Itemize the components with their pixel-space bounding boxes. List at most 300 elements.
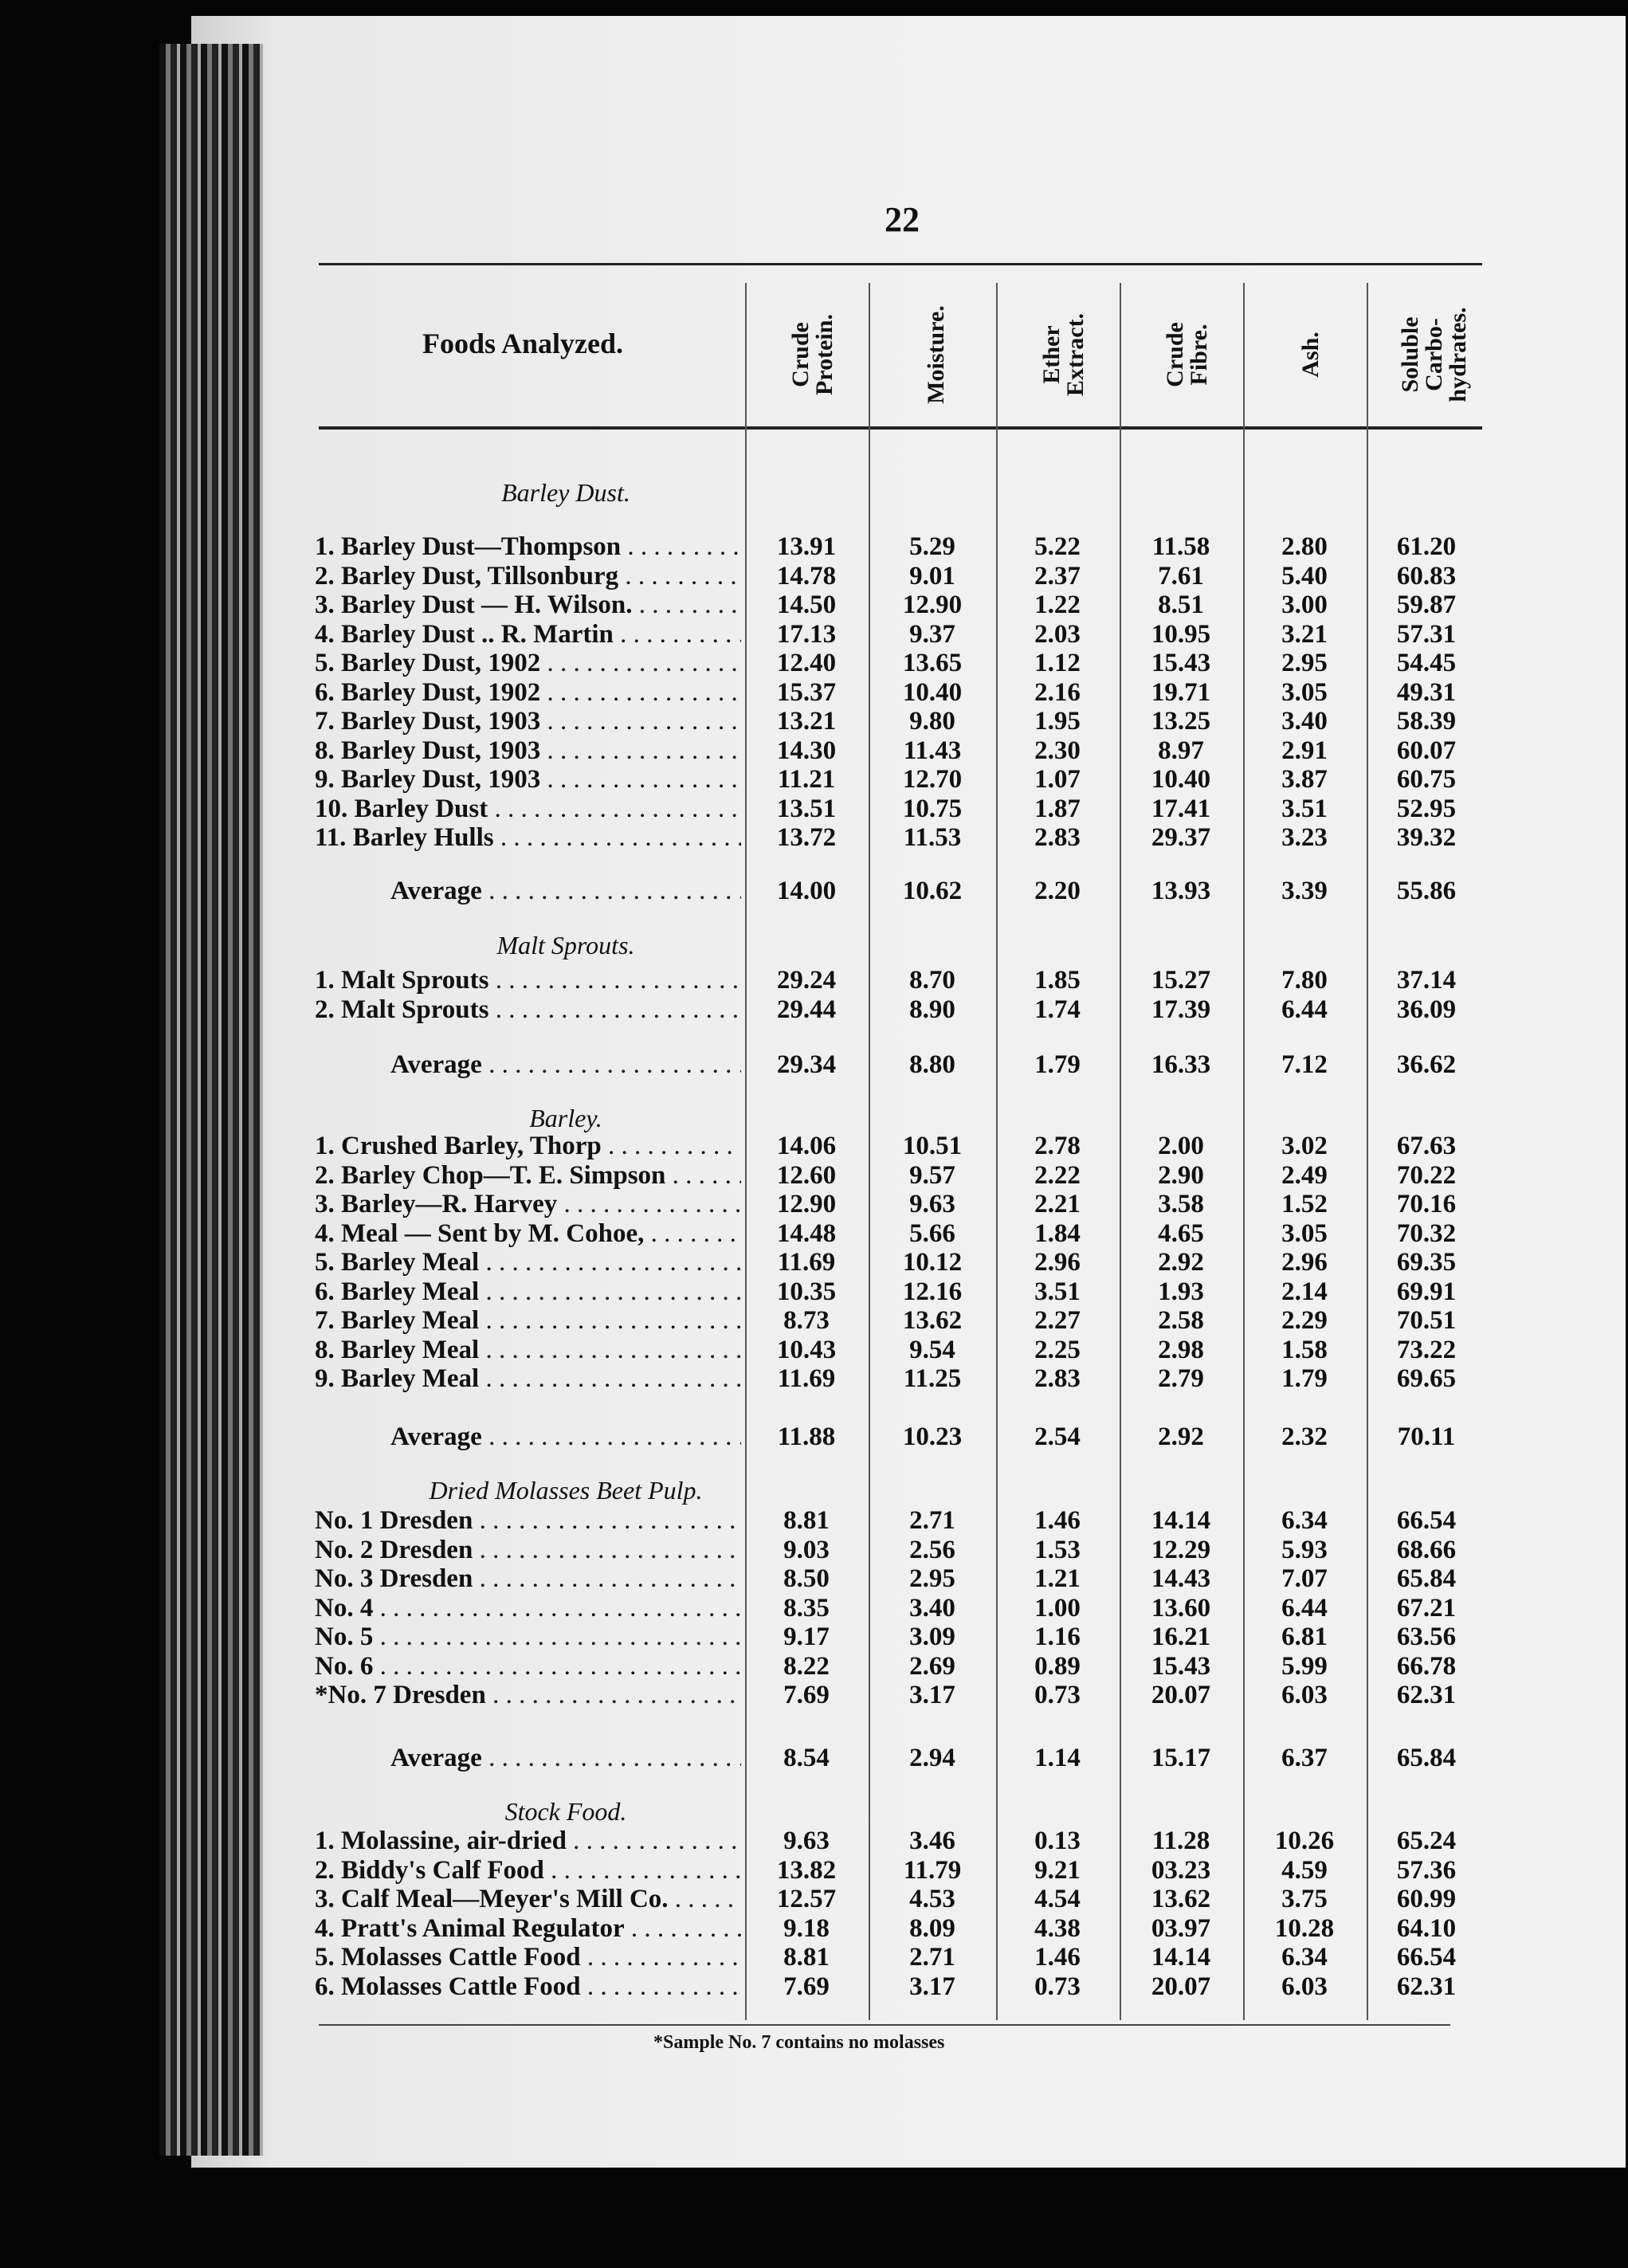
table-cell: 11.69 [777,1248,836,1277]
table-cell: 36.09 [1396,995,1457,1024]
average-row [315,1050,1486,1079]
table-cell: 11.21 [777,765,836,794]
table-cell: 20.07 [1151,1681,1211,1709]
table-cell: 66.54 [1396,1506,1457,1535]
table-cell: 37.14 [1396,966,1457,995]
table-cell: 6.03 [1281,1972,1328,2001]
food-name: No. 3 Dresden . . . [315,1564,741,1594]
average-cell: 29.34 [776,1050,837,1079]
table-cell: 69.35 [1396,1248,1457,1277]
table-cell: 14.14 [1151,1943,1211,1972]
table-cell: 11.43 [903,736,962,765]
average-label: Average . . . [390,1744,741,1773]
table-cell: 1.07 [1034,765,1081,794]
table-row [315,562,1486,591]
table-cell: 1.52 [1281,1190,1328,1218]
table-bottom-rule [319,2024,1450,2026]
average-label: Average . . . [390,877,741,906]
page-number: 22 [885,200,920,239]
table-cell: 2.03 [1034,619,1081,649]
table-cell: 11.79 [903,1855,962,1885]
table-cell: 11.53 [903,823,962,852]
average-cell: 3.39 [1281,877,1328,905]
table-cell: 70.32 [1396,1218,1457,1248]
table-row [315,736,1486,765]
table-cell: 1.85 [1034,966,1081,995]
table-cell: 14.14 [1151,1506,1211,1535]
table-cell: 2.83 [1034,823,1081,852]
average-cell: 65.84 [1396,1744,1457,1772]
table-row [315,1277,1486,1306]
table-cell: 9.80 [909,707,955,736]
table-cell: 2.90 [1158,1160,1204,1190]
table-cell: 1.58 [1281,1335,1328,1364]
table-row [315,1306,1486,1335]
table-cell: 2.83 [1034,1364,1081,1393]
table-header-rule [319,426,1482,430]
table-top-rule [319,263,1482,265]
table-cell: 1.84 [1034,1218,1081,1248]
table-cell: 29.24 [776,966,837,995]
food-name: 1. Malt Sprouts . . . [315,966,741,995]
table-cell: 12.60 [776,1160,837,1190]
table-cell: 4.65 [1158,1218,1204,1248]
food-name: 8. Barley Dust, 1903 . . . [315,736,741,766]
table-row [315,649,1486,677]
table-cell: 1.87 [1034,794,1081,823]
column-header-ash: Ash. [1297,332,1324,378]
table-cell: 59.87 [1396,591,1457,619]
average-cell: 7.12 [1281,1050,1328,1079]
table-cell: 8.81 [783,1943,830,1972]
food-name: 6. Molasses Cattle Food . . . [315,1972,741,2002]
table-row [315,1336,1486,1364]
table-cell: 1.46 [1034,1506,1081,1535]
table-cell: 1.16 [1034,1623,1081,1651]
table-cell: 1.79 [1281,1364,1328,1393]
food-name: 3. Calf Meal—Meyer's Mill Co. . . . [315,1885,741,1914]
average-cell: 55.86 [1396,877,1457,905]
average-cell: 15.17 [1151,1744,1211,1772]
average-row [315,1744,1486,1772]
table-cell: 9.63 [909,1190,955,1218]
food-name: 1. Barley Dust—Thompson . . . [315,532,741,562]
table-cell: 2.22 [1034,1160,1081,1190]
table-cell: 68.66 [1396,1535,1457,1564]
table-row [315,1364,1486,1393]
table-row [315,1132,1486,1160]
food-name: 7. Barley Meal . . . [315,1306,741,1336]
table-cell: 8.51 [1158,591,1204,619]
table-cell: 8.22 [783,1651,830,1681]
table-cell: 2.80 [1281,532,1328,561]
table-cell: 14.48 [776,1218,837,1248]
table-cell: 6.34 [1281,1943,1328,1972]
table-cell: 15.27 [1151,966,1211,995]
table-row [315,823,1486,852]
average-label: Average . . . [390,1050,741,1080]
table-cell: 57.36 [1396,1855,1457,1885]
table-cell: 13.62 [902,1306,963,1335]
table-row [315,707,1486,736]
table-cell: 2.71 [909,1506,955,1535]
table-cell: 64.10 [1396,1913,1457,1943]
table-cell: 03.23 [1151,1855,1211,1885]
column-header-crude-fibre: Crude Fibre. [1162,322,1212,387]
table-cell: 13.51 [776,794,837,823]
table-cell: 8.50 [783,1564,830,1593]
table-row [315,1972,1486,2001]
table-cell: 1.00 [1034,1593,1081,1623]
food-name: 8. Barley Meal . . . [315,1336,741,1365]
table-cell: 10.43 [776,1335,837,1364]
food-name: 3. Barley—R. Harvey . . . [315,1190,741,1219]
average-cell: 14.00 [776,877,837,905]
table-row [315,1914,1486,1943]
table-cell: 8.70 [909,966,955,995]
table-cell: 13.25 [1151,707,1211,736]
average-cell: 13.93 [1151,877,1211,905]
table-cell: 10.75 [902,794,963,823]
table-cell: 12.90 [902,591,963,619]
table-cell: 14.43 [1151,1564,1211,1593]
table-cell: 5.99 [1281,1651,1328,1681]
table-row [315,591,1486,619]
table-cell: 4.38 [1034,1913,1081,1943]
table-cell: 2.00 [1158,1132,1204,1160]
table-cell: 12.57 [776,1885,837,1913]
table-cell: 9.01 [909,561,955,591]
food-name: 6. Barley Dust, 1902 . . . [315,678,741,708]
table-cell: 14.50 [776,591,837,619]
table-cell: 60.07 [1396,736,1457,765]
table-cell: 3.75 [1281,1885,1328,1913]
table-cell: 13.62 [1151,1885,1211,1913]
table-cell: 5.40 [1281,561,1328,591]
table-row [315,1219,1486,1248]
table-row [315,1190,1486,1218]
table-row [315,1623,1486,1651]
table-row [315,1943,1486,1972]
table-cell: 3.17 [909,1681,955,1709]
table-cell: 66.78 [1396,1651,1457,1681]
table-cell: 16.21 [1151,1623,1211,1651]
table-row [315,1681,1486,1709]
table-cell: 7.07 [1281,1564,1328,1593]
food-name: 11. Barley Hulls . . . [315,823,741,853]
table-cell: 70.22 [1396,1160,1457,1190]
table-cell: 4.59 [1281,1855,1328,1885]
table-cell: 3.58 [1158,1190,1204,1218]
table-cell: 12.29 [1151,1535,1211,1564]
table-row [315,1248,1486,1277]
table-cell: 3.05 [1281,1218,1328,1248]
food-name: 4. Pratt's Animal Regulator . . . [315,1914,741,1944]
table-cell: 3.40 [1281,707,1328,736]
table-cell: 10.51 [902,1132,963,1160]
table-cell: 12.16 [902,1277,963,1306]
table-cell: 2.27 [1034,1306,1081,1335]
table-cell: 20.07 [1151,1972,1211,2001]
table-cell: 10.12 [902,1248,963,1277]
table-cell: 6.03 [1281,1681,1328,1709]
table-cell: 9.37 [909,619,955,649]
foods-analyzed-header: Foods Analyzed. [422,328,624,359]
table-cell: 2.21 [1034,1190,1081,1218]
table-cell: 54.45 [1396,649,1457,677]
food-name: No. 5 . . . [315,1623,741,1652]
table-cell: 2.95 [1281,649,1328,677]
table-cell: 2.95 [909,1564,955,1593]
table-cell: 2.78 [1034,1132,1081,1160]
table-cell: 60.99 [1396,1885,1457,1913]
average-cell: 8.80 [909,1050,955,1079]
average-cell: 2.20 [1034,877,1081,905]
table-cell: 9.18 [783,1913,830,1943]
table-cell: 29.37 [1151,823,1211,852]
table-row [315,620,1486,649]
table-cell: 2.16 [1034,677,1081,707]
table-cell: 3.00 [1281,591,1328,619]
table-cell: 2.58 [1158,1306,1204,1335]
table-cell: 5.22 [1034,532,1081,561]
food-name: 2. Malt Sprouts . . . [315,995,741,1025]
table-cell: 1.74 [1034,995,1081,1024]
table-cell: 5.93 [1281,1535,1328,1564]
table-cell: 2.71 [909,1943,955,1972]
table-cell: 9.17 [783,1623,830,1651]
book-binding-edge [159,44,263,2156]
average-cell: 1.79 [1034,1050,1081,1079]
food-name: 5. Barley Meal . . . [315,1248,741,1277]
average-cell: 1.14 [1034,1744,1081,1772]
table-row [315,678,1486,707]
table-row [315,1536,1486,1564]
table-cell: 3.23 [1281,823,1328,852]
table-cell: 10.28 [1274,1913,1335,1943]
table-cell: 1.21 [1034,1564,1081,1593]
average-label: Average . . . [390,1422,741,1452]
table-cell: 65.84 [1396,1564,1457,1593]
food-name: 5. Molasses Cattle Food . . . [315,1943,741,1972]
table-cell: 7.69 [783,1681,830,1709]
table-cell: 1.53 [1034,1535,1081,1564]
food-name: No. 4 . . . [315,1594,741,1623]
table-cell: 3.09 [909,1623,955,1651]
column-header-soluble-carbohydrates: Soluble Carbo- hydrates. [1397,307,1471,402]
table-cell: 13.21 [776,707,837,736]
table-cell: 49.31 [1396,677,1457,707]
table-cell: 2.92 [1158,1248,1204,1277]
column-header-ether-extract: Ether Extract. [1038,312,1089,397]
table-row [315,1652,1486,1681]
table-cell: 9.03 [783,1535,830,1564]
table-cell: 15.43 [1151,1651,1211,1681]
table-cell: 1.93 [1158,1277,1204,1306]
table-cell: 2.49 [1281,1160,1328,1190]
average-cell: 2.54 [1034,1422,1081,1451]
table-row [315,1506,1486,1535]
table-cell: 60.75 [1396,765,1457,794]
table-cell: 11.69 [777,1364,836,1393]
table-cell: 03.97 [1151,1913,1211,1943]
average-cell: 8.54 [783,1744,830,1772]
table-cell: 2.37 [1034,561,1081,591]
table-cell: 11.25 [903,1364,962,1393]
table-cell: 2.96 [1281,1248,1328,1277]
average-row [315,1422,1486,1451]
table-cell: 6.44 [1281,1593,1328,1623]
food-name: 5. Barley Dust, 1902 . . . [315,649,741,678]
table-cell: 14.78 [776,561,837,591]
table-cell: 3.87 [1281,765,1328,794]
table-cell: 12.70 [902,765,963,794]
table-row [315,1885,1486,1913]
table-cell: 70.51 [1396,1306,1457,1335]
average-cell: 11.88 [777,1422,836,1451]
table-row [315,1564,1486,1593]
table-cell: 3.51 [1034,1277,1081,1306]
table-row [315,532,1486,561]
table-row [315,1594,1486,1623]
food-name: 2. Barley Chop—T. E. Simpson . . . [315,1161,741,1191]
food-name: 9. Barley Dust, 1903 . . . [315,765,741,795]
food-name: 2. Barley Dust, Tillsonburg . . . [315,562,741,591]
food-name: 9. Barley Meal . . . [315,1364,741,1394]
footnote: *Sample No. 7 contains no molasses [653,2032,945,2053]
table-cell: 8.09 [909,1913,955,1943]
table-cell: 15.37 [776,677,837,707]
food-name: 1. Molassine, air-dried . . . [315,1827,741,1856]
table-cell: 9.57 [909,1160,955,1190]
table-row [315,765,1486,794]
table-row [315,1856,1486,1885]
table-cell: 69.65 [1396,1364,1457,1393]
column-header-crude-protein: Crude Protein. [787,314,838,395]
table-cell: 6.44 [1281,995,1328,1024]
table-row [315,1161,1486,1190]
table-cell: 62.31 [1396,1681,1457,1709]
table-cell: 13.60 [1151,1593,1211,1623]
table-cell: 6.81 [1281,1623,1328,1651]
table-cell: 17.39 [1151,995,1211,1024]
table-cell: 7.69 [783,1972,830,2001]
food-name: No. 1 Dresden . . . [315,1506,741,1536]
table-cell: 52.95 [1396,794,1457,823]
average-cell: 2.94 [909,1744,955,1772]
table-cell: 2.29 [1281,1306,1328,1335]
table-cell: 1.22 [1034,591,1081,619]
table-cell: 2.79 [1158,1364,1204,1393]
table-cell: 2.96 [1034,1248,1081,1277]
table-cell: 69.91 [1396,1277,1457,1306]
table-cell: 8.90 [909,995,955,1024]
table-cell: 9.63 [783,1827,830,1855]
table-cell: 1.46 [1034,1943,1081,1972]
table-cell: 3.40 [909,1593,955,1623]
table-cell: 39.32 [1396,823,1457,852]
table-cell: 8.73 [783,1306,830,1335]
table-cell: 15.43 [1151,649,1211,677]
table-cell: 12.40 [776,649,837,677]
table-cell: 61.20 [1396,532,1457,561]
table-cell: 3.46 [909,1827,955,1855]
section-title: Barley Dust. [501,478,630,507]
table-cell: 3.21 [1281,619,1328,649]
table-cell: 4.53 [909,1885,955,1913]
section-title: Dried Molasses Beet Pulp. [429,1476,703,1505]
table-cell: 2.30 [1034,736,1081,765]
average-cell: 10.23 [902,1422,963,1451]
table-cell: 6.34 [1281,1506,1328,1535]
section-title: Stock Food. [504,1797,627,1826]
food-name: 6. Barley Meal . . . [315,1277,741,1307]
table-cell: 14.06 [776,1132,837,1160]
average-cell: 36.62 [1396,1050,1457,1079]
table-cell: 3.05 [1281,677,1328,707]
section-title: Barley. [529,1104,602,1132]
table-cell: 70.16 [1396,1190,1457,1218]
table-cell: 73.22 [1396,1335,1457,1364]
average-cell: 2.32 [1281,1422,1328,1451]
table-cell: 8.81 [783,1506,830,1535]
average-cell: 70.11 [1397,1422,1456,1451]
table-cell: 63.56 [1396,1623,1457,1651]
table-cell: 2.98 [1158,1335,1204,1364]
table-cell: 0.13 [1034,1827,1081,1855]
food-name: *No. 7 Dresden . . . [315,1681,741,1710]
table-cell: 17.13 [776,619,837,649]
average-cell: 2.92 [1158,1422,1204,1451]
table-cell: 5.66 [909,1218,955,1248]
food-name: 2. Biddy's Calf Food . . . [315,1856,741,1885]
table-row [315,795,1486,823]
table-cell: 2.14 [1281,1277,1328,1306]
food-name: No. 6 . . . [315,1652,741,1681]
table-cell: 62.31 [1396,1972,1457,2001]
table-cell: 67.21 [1396,1593,1457,1623]
table-cell: 8.35 [783,1593,830,1623]
table-cell: 7.80 [1281,966,1328,995]
table-cell: 11.28 [1151,1827,1210,1855]
section-title: Malt Sprouts. [496,931,635,959]
table-cell: 19.71 [1151,677,1211,707]
table-cell: 2.56 [909,1535,955,1564]
table-cell: 10.95 [1151,619,1211,649]
table-cell: 13.91 [776,532,837,561]
table-cell: 5.29 [909,532,955,561]
table-cell: 58.39 [1396,707,1457,736]
table-cell: 13.65 [902,649,963,677]
table-cell: 3.02 [1281,1132,1328,1160]
column-header-moisture: Moisture. [923,305,949,404]
table-cell: 11.58 [1151,532,1210,561]
food-name: 4. Barley Dust .. R. Martin . . . [315,620,741,649]
average-cell: 16.33 [1151,1050,1211,1079]
table-cell: 10.40 [902,677,963,707]
table-cell: 3.17 [909,1972,955,2001]
food-name: 4. Meal — Sent by M. Cohoe, . . . [315,1219,741,1249]
table-cell: 0.73 [1034,1681,1081,1709]
table-cell: 8.97 [1158,736,1204,765]
table-cell: 4.54 [1034,1885,1081,1913]
table-cell: 2.25 [1034,1335,1081,1364]
table-cell: 67.63 [1396,1132,1457,1160]
table-cell: 66.54 [1396,1943,1457,1972]
average-cell: 6.37 [1281,1744,1328,1772]
table-cell: 2.91 [1281,736,1328,765]
table-cell: 9.21 [1034,1855,1081,1885]
